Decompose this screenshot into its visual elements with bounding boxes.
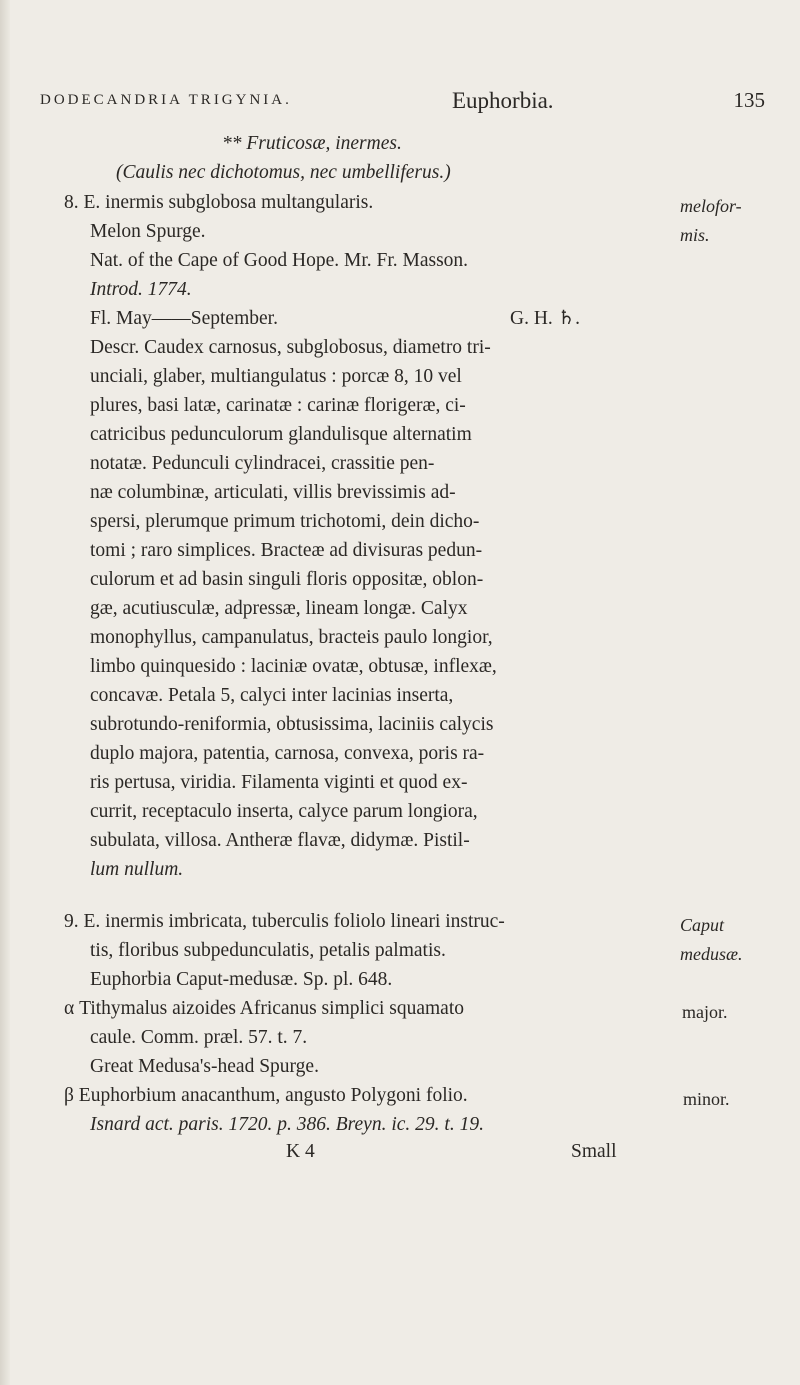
species8-line-16: gæ, acutiusculæ, adpressæ, lineam longæ. Calyx — [90, 598, 468, 619]
species8-line-11: notatæ. Pedunculi cylindracei, crassitie pen- — [90, 453, 435, 474]
section-subtitle: (Caulis nec dichotomus, nec umbelliferus.) — [116, 162, 451, 183]
species8-line-15: culorum et ad basin singuli floris oppositæ, oblon- — [90, 569, 484, 590]
signature-mark: K 4 — [286, 1141, 315, 1162]
species9-line-2: tis, floribus subpedunculatis, petalis palmatis. — [90, 940, 446, 961]
species9-line-8: Isnard act. paris. 1720. p. 386. Breyn. ic. 29. t. 19. — [90, 1114, 484, 1135]
species8-line-12: næ columbinæ, articulati, villis brevissimis ad- — [90, 482, 456, 503]
species8-line-2: Melon Spurge. — [90, 221, 206, 242]
species9-margin-name-1: Caput — [680, 915, 725, 935]
header-class-order: DODECANDRIA TRIGYNIA. — [40, 92, 292, 108]
species8-line-21: duplo majora, patentia, carnosa, convexa, poris ra- — [90, 743, 485, 764]
species8-greenhouse: G. H. ♄. — [510, 308, 581, 329]
species8-line-18: limbo quinquesido : laciniæ ovatæ, obtusæ, inflexæ, — [90, 656, 497, 677]
species9-margin-beta: minor. — [683, 1089, 730, 1109]
species9-line-4: α Tithymalus aizoides Africanus simplici squamato — [64, 998, 464, 1019]
running-head — [40, 88, 765, 118]
species8-line-3: Nat. of the Cape of Good Hope. Mr. Fr. Masson. — [90, 250, 469, 271]
species8-line-17: monophyllus, campanulatus, bracteis paulo longior, — [90, 627, 493, 648]
species9-line-6: Great Medusa's-head Spurge. — [90, 1056, 319, 1077]
species9-margin-name-2: medusæ. — [680, 944, 743, 964]
species8-line-24: subulata, villosa. Antheræ flavæ, didymæ. Pistil- — [90, 830, 470, 851]
species9-line-3: Euphorbia Caput-medusæ. Sp. pl. 648. — [90, 969, 393, 990]
species8-line-22: ris pertusa, viridia. Filamenta viginti et quod ex- — [90, 772, 468, 793]
species8-line-8: unciali, glaber, multiangulatus : porcæ 8, 10 vel — [90, 366, 462, 387]
species9-line-1: 9. E. inermis imbricata, tuberculis foliolo lineari instruc- — [64, 911, 505, 932]
species8-margin-name-1: melofor- — [680, 196, 742, 216]
header-genus: Euphorbia. — [452, 88, 554, 113]
species8-line-4: Introd. 1774. — [90, 279, 192, 300]
section-title: ** Fruticosæ, inermes. — [222, 133, 402, 154]
species8-line-7: Descr. Caudex carnosus, subglobosus, diametro tri- — [90, 337, 491, 358]
species9-line-5: caule. Comm. præl. 57. t. 7. — [90, 1027, 308, 1048]
species9-margin-alpha: major. — [682, 1002, 728, 1022]
page-number: 135 — [733, 88, 765, 112]
catchword: Small — [571, 1141, 617, 1162]
species8-line-20: subrotundo-reniformia, obtusissima, laciniis calycis — [90, 714, 494, 735]
species8-line-25: lum nullum. — [90, 859, 184, 880]
species8-line-10: catricibus pedunculorum glandulisque alternatim — [90, 424, 472, 445]
species8-line-13: spersi, plerumque primum trichotomi, dein dicho- — [90, 511, 480, 532]
species9-line-7: β Euphorbium anacanthum, angusto Polygoni folio. — [64, 1085, 468, 1106]
page-edge-shadow — [0, 0, 10, 1385]
species8-line-1: 8. E. inermis subglobosa multangularis. — [64, 192, 374, 213]
species8-line-5: Fl. May——September. — [90, 308, 278, 329]
species8-line-19: concavæ. Petala 5, calyci inter lacinias inserta, — [90, 685, 454, 706]
species8-line-9: plures, basi latæ, carinatæ : carinæ florigeræ, ci- — [90, 395, 466, 416]
species8-line-14: tomi ; raro simplices. Bracteæ ad divisuras pedun- — [90, 540, 483, 561]
species8-line-23: currit, receptaculo inserta, calyce parum longiora, — [90, 801, 478, 822]
species8-margin-name-2: mis. — [680, 225, 710, 245]
